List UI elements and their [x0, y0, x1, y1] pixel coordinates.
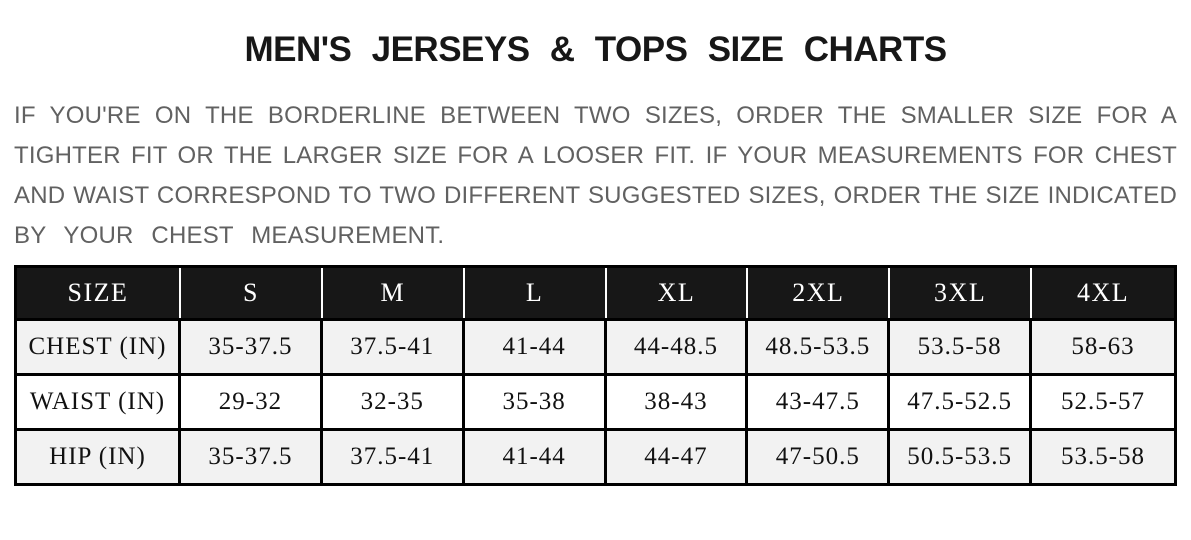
chest-value-l: 41-44 — [465, 318, 607, 373]
intro-line-1: IF YOU'RE ON THE BORDERLINE BETWEEN TWO SIZES, ORDER THE SMALLER SIZE FOR A — [14, 102, 1177, 129]
waist-value-4xl: 52.5-57 — [1032, 373, 1174, 428]
row-label-chest: CHEST (IN) — [17, 318, 181, 373]
hip-value-s: 35-37.5 — [181, 428, 323, 483]
header-cell-size: SIZE — [17, 268, 181, 318]
header-cell-l: L — [465, 268, 607, 318]
chest-value-xl: 44-48.5 — [607, 318, 749, 373]
waist-value-xl: 38-43 — [607, 373, 749, 428]
row-label-waist: WAIST (IN) — [17, 373, 181, 428]
row-label-hip: HIP (IN) — [17, 428, 181, 483]
hip-value-4xl: 53.5-58 — [1032, 428, 1174, 483]
hip-value-l: 41-44 — [465, 428, 607, 483]
chest-value-2xl: 48.5-53.5 — [748, 318, 890, 373]
table-header-row — [17, 268, 1174, 318]
header-cell-m: M — [323, 268, 465, 318]
chest-value-3xl: 53.5-58 — [890, 318, 1032, 373]
chest-value-4xl: 58-63 — [1032, 318, 1174, 373]
header-cell-s: S — [181, 268, 323, 318]
header-cell-2xl: 2XL — [748, 268, 890, 318]
hip-value-m: 37.5-41 — [323, 428, 465, 483]
waist-value-l: 35-38 — [465, 373, 607, 428]
waist-value-m: 32-35 — [323, 373, 465, 428]
table-row-hip — [17, 428, 1174, 483]
table-row-waist — [17, 373, 1174, 428]
hip-value-3xl: 50.5-53.5 — [890, 428, 1032, 483]
intro-line-2: TIGHTER FIT OR THE LARGER SIZE FOR A LOOSER FIT. IF YOUR MEASUREMENTS FOR CHEST — [14, 142, 1177, 169]
intro-paragraph — [14, 96, 1177, 256]
chest-value-s: 35-37.5 — [181, 318, 323, 373]
hip-value-2xl: 47-50.5 — [748, 428, 890, 483]
page-title: MEN'S JERSEYS & TOPS SIZE CHARTS — [244, 30, 947, 69]
intro-line-4: BY YOUR CHEST MEASUREMENT. — [14, 222, 445, 249]
header-cell-xl: XL — [607, 268, 749, 318]
waist-value-s: 29-32 — [181, 373, 323, 428]
chest-value-m: 37.5-41 — [323, 318, 465, 373]
hip-value-xl: 44-47 — [607, 428, 749, 483]
table-row-chest — [17, 318, 1174, 373]
intro-line-3: AND WAIST CORRESPOND TO TWO DIFFERENT SUGGESTED SIZES, ORDER THE SIZE INDICATED — [14, 182, 1177, 209]
waist-value-2xl: 43-47.5 — [748, 373, 890, 428]
waist-value-3xl: 47.5-52.5 — [890, 373, 1032, 428]
header-cell-3xl: 3XL — [890, 268, 1032, 318]
header-cell-4xl: 4XL — [1032, 268, 1174, 318]
size-chart-table — [14, 265, 1177, 486]
